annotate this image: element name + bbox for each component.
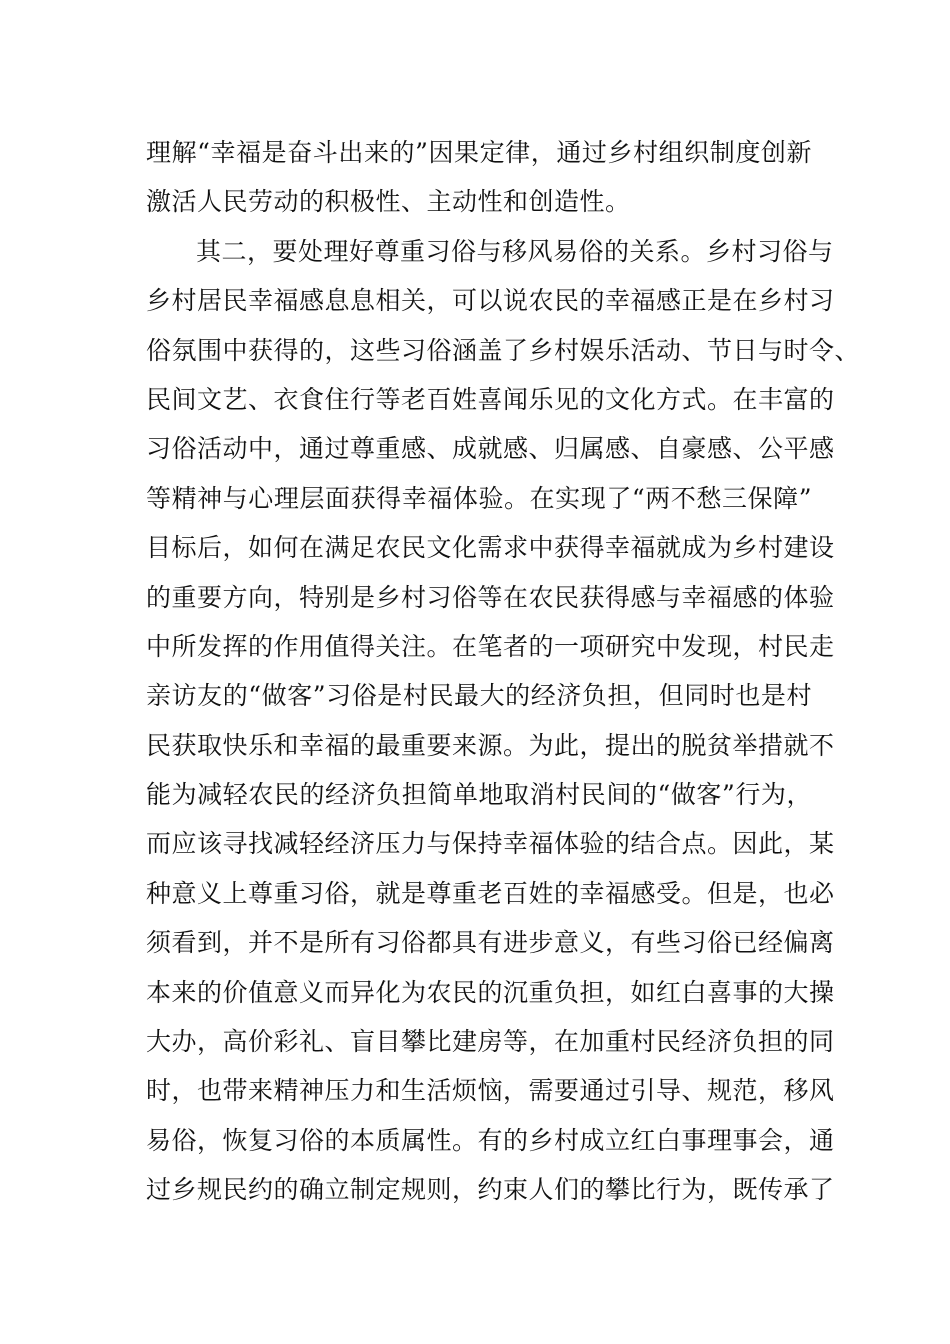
text-line-11: 中所发挥的作用值得关注。在笔者的一项研究中发现，村民走 — [146, 631, 835, 661]
text-line-15: 而应该寻找减轻经济压力与保持幸福体验的结合点。因此，某 — [146, 829, 835, 859]
text-line-1: 理解“幸福是奋斗出来的”因果定律，通过乡村组织制度创新 — [146, 138, 812, 167]
text-line-6: 民间文艺、衣食住行等老百姓喜闻乐见的文化方式。在丰富的 — [146, 384, 835, 414]
text-line-4: 乡村居民幸福感息息相关，可以说农民的幸福感正是在乡村习 — [146, 286, 835, 316]
text-line-9: 目标后，如何在满足农民文化需求中获得幸福就成为乡村建设 — [146, 533, 835, 563]
text-line-21: 易俗，恢复习俗的本质属性。有的乡村成立红白事理事会，通 — [146, 1125, 835, 1155]
text-line-7: 习俗活动中，通过尊重感、成就感、归属感、自豪感、公平感 — [146, 434, 835, 464]
text-line-8: 等精神与心理层面获得幸福体验。在实现了“两不愁三保障” — [146, 483, 812, 513]
text-line-22: 过乡规民约的确立制定规则，约束人们的攀比行为，既传承了 — [146, 1175, 835, 1205]
text-line-19: 大办，高价彩礼、盲目攀比建房等，在加重村民经济负担的同 — [146, 1027, 835, 1057]
text-line-13: 民获取快乐和幸福的最重要来源。为此，提出的脱贫举措就不 — [146, 730, 835, 760]
text-line-2: 激活人民劳动的积极性、主动性和创造性。 — [146, 187, 631, 217]
text-line-12: 亲访友的“做客”习俗是村民最大的经济负担，但同时也是村 — [146, 681, 812, 711]
text-line-18: 本来的价值意义而异化为农民的沉重负担，如红白喜事的大操 — [146, 977, 835, 1007]
text-line-16: 种意义上尊重习俗，就是尊重老百姓的幸福感受。但是，也必 — [146, 878, 835, 908]
text-line-14: 能为减轻农民的经济负担简单地取消村民间的“做客”行为， — [146, 780, 812, 810]
text-line-3: 其二，要处理好尊重习俗与移风易俗的关系。乡村习俗与 — [196, 236, 834, 266]
body-text — [146, 128, 861, 1215]
text-line-20: 时，也带来精神压力和生活烦恼，需要通过引导、规范，移风 — [146, 1076, 835, 1106]
text-line-5: 俗氛围中获得的，这些习俗涵盖了乡村娱乐活动、节日与时令、 — [146, 335, 861, 365]
text-line-17: 须看到，并不是所有习俗都具有进步意义，有些习俗已经偏离 — [146, 928, 835, 958]
text-line-10: 的重要方向，特别是乡村习俗等在农民获得感与幸福感的体验 — [146, 582, 835, 612]
